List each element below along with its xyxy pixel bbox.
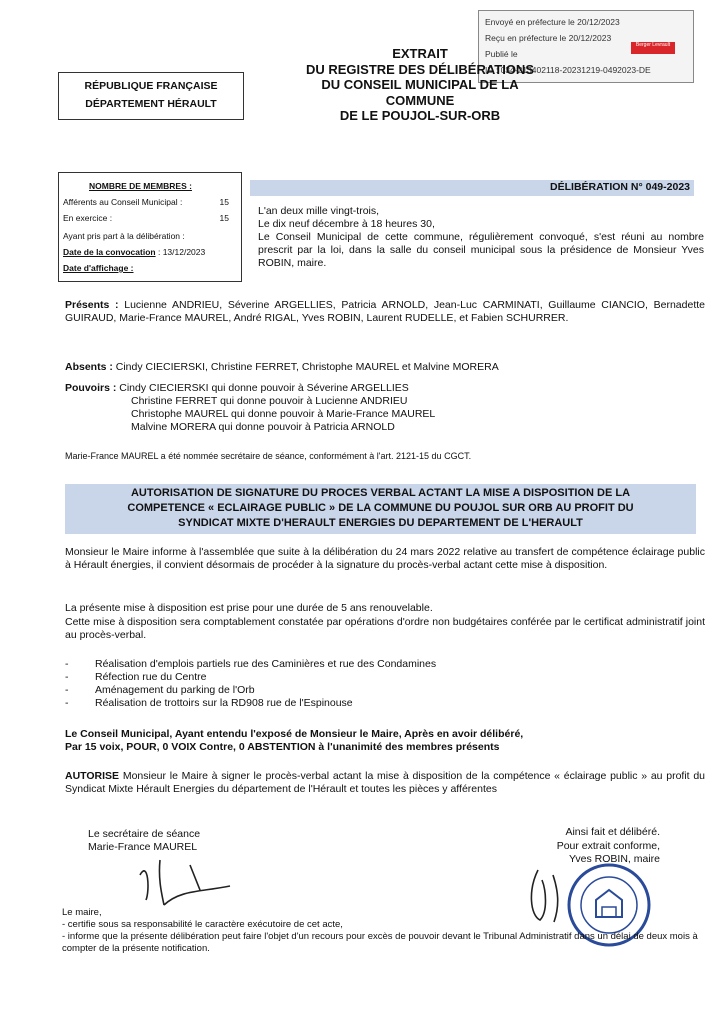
department-line: DÉPARTEMENT HÉRAULT — [85, 98, 217, 110]
vote-line-1: Le Conseil Municipal, Ayant entendu l'exposé de Monsieur le Maire, Après en avoir délibéré, — [65, 728, 524, 740]
presents-text: Lucienne ANDRIEU, Séverine ARGELLIES, Patricia ARNOLD, Jean-Luc CARMINATI, Guillaume CIANCIO, Bernadette GUIRAUD, Marie-France MAUREL, André RIGAL, Yves ROBIN, Laurent RUDELLE, et Fabien SCHURRER. — [65, 299, 706, 324]
mayor-name: Yves ROBIN, maire — [568, 853, 660, 865]
autorise-block — [65, 770, 705, 796]
autorise-text: Monsieur le Maire à signer le procès-verbal actant la mise à disposition de la compétence « éclairage public » au profit du Syndicat Mixte Hérault Energies du département de l'Hérault et toutes les pièces y afférentes — [65, 770, 705, 795]
deliberation-number: DÉLIBÉRATION N° 049-2023 — [550, 181, 690, 193]
republic-line: RÉPUBLIQUE FRANÇAISE — [84, 80, 218, 92]
subject-line: SYNDICAT MIXTE D'HERAULT ENERGIES DU DEPARTEMENT DE L'HERAULT — [178, 517, 583, 529]
members-heading: NOMBRE DE MEMBRES : — [89, 181, 192, 191]
title-line: DU CONSEIL MUNICIPAL DE LA — [321, 77, 519, 92]
works-item: - Aménagement du parking de l'Orb — [65, 684, 665, 697]
members-exercice — [63, 213, 237, 223]
subject-line: AUTORISATION DE SIGNATURE DU PROCES VERBAL ACTANT LA MISE A DISPOSITION DE LA — [130, 487, 631, 499]
intro-year: L'an deux mille vingt-trois, — [258, 205, 380, 217]
works-list — [65, 658, 665, 710]
afferents-label: Afférents au Conseil Municipal : — [63, 197, 183, 207]
members-affichage: Date d'affichage : — [63, 263, 134, 273]
absents-label: Absents : — [65, 361, 113, 373]
stamp-sent: Envoyé en préfecture le 20/12/2023 — [485, 17, 620, 27]
intro-block — [258, 205, 704, 270]
title-line: DE LE POUJOL-SUR-ORB — [339, 108, 501, 123]
secretary-note: Marie-France MAUREL a été nommée secrétaire de séance, conformément à l'art. 2121-15 du CGCT. — [65, 451, 472, 461]
deliberation-bar — [250, 180, 694, 196]
vote-block — [65, 728, 705, 754]
footer-inform: - informe que la présente délibération peut faire l'objet d'un recours pour excès de pouvoir devant le Tribunal Administratif dans un délai de deux mois à compter de la présente notification. — [62, 931, 698, 954]
intro-council: Le Conseil Municipal de cette commune, régulièrement convoqué, s'est réuni au nombre prescrit par la loi, dans la salle du conseil municipal sous la présidence de Monsieur Yves ROBIN, maire. — [258, 231, 704, 269]
works-item: - Réalisation d'emplois partiels rue des Caminières et rue des Condamines — [65, 658, 665, 671]
footer-certify: - certifie sous sa responsabilité le caractère exécutoire de cet acte, — [62, 919, 343, 930]
mayor-line-2: Pour extrait conforme, — [556, 839, 660, 852]
members-afferents — [63, 197, 237, 207]
pouvoir-item: Malvine MORERA qui donne pouvoir à Patricia ARNOLD — [131, 421, 395, 433]
convocation-label: Date de la convocation — [63, 247, 156, 257]
document-title — [270, 46, 570, 124]
absents-text: Cindy CIECIERSKI, Christine FERRET, Christophe MAUREL et Malvine MORERA — [115, 361, 499, 373]
absents-block — [65, 361, 705, 374]
pouvoir-item: Christophe MAUREL qui donne pouvoir à Marie-France MAUREL — [131, 408, 436, 420]
stamp-id: ID : 034-213402118-20231219-0492023-DE — [485, 65, 651, 75]
secretary-handwritten-signature — [120, 850, 260, 910]
body-paragraph-2: La présente mise à disposition est prise pour une durée de 5 ans renouvelable. — [65, 602, 433, 614]
members-box — [58, 172, 242, 282]
footer-mayor: Le maire, — [62, 907, 102, 918]
subject-line: COMPETENCE « ECLAIRAGE PUBLIC » DE LA COMMUNE DU POUJOL SUR ORB AU PROFIT DU — [127, 502, 634, 514]
republic-box — [58, 72, 244, 120]
works-item: - Réalisation de trottoirs sur la RD908 rue de l'Espinouse — [65, 697, 665, 710]
presents-block — [65, 299, 705, 325]
vote-line-2: Par 15 voix, POUR, 0 VOIX Contre, 0 ABSTENTION à l'unanimité des membres présents — [65, 741, 500, 753]
title-line: COMMUNE — [385, 92, 455, 108]
berger-levrault-logo: Berger Levrault — [631, 42, 675, 54]
footer-notice — [62, 907, 702, 955]
exercice-label: En exercice : — [63, 213, 113, 223]
secretary-name: Marie-France MAUREL — [88, 841, 198, 853]
members-convocation — [63, 247, 237, 257]
subject-title — [65, 484, 696, 531]
secretary-title: Le secrétaire de séance — [88, 828, 201, 840]
stamp-received: Reçu en préfecture le 20/12/2023 — [485, 33, 612, 43]
exercice-value: 15 — [219, 213, 229, 223]
members-part: Ayant pris part à la délibération : — [63, 231, 185, 241]
title-line: EXTRAIT — [392, 46, 448, 61]
pouvoir-item: Cindy CIECIERSKI qui donne pouvoir à Séverine ARGELLIES — [119, 382, 409, 394]
presents-label: Présents : — [65, 299, 119, 311]
autorise-label: AUTORISE — [65, 770, 120, 782]
afferents-value: 15 — [219, 197, 229, 207]
intro-date: Le dix neuf décembre à 18 heures 30, — [258, 218, 435, 230]
convocation-value: : 13/12/2023 — [157, 247, 206, 257]
body-paragraph-1: Monsieur le Maire informe à l'assemblée que suite à la délibération du 24 mars 2022 relative au transfert de compétence éclairage public à Hérault énergies, il convient désormais de procéder à la signature du procès-verbal actant cette mise à disposition. — [65, 546, 705, 571]
title-line: DU REGISTRE DES DÉLIBÉRATIONS — [305, 61, 534, 77]
mayor-line-1: Ainsi fait et délibéré. — [565, 826, 660, 838]
body-paragraph-3: Cette mise à disposition sera comptablement constatée par opérations d'ordre non budgétaires conférée par le certificat administratif joint au procès-verbal. — [65, 616, 705, 641]
pouvoirs-block — [65, 382, 705, 434]
works-item: - Réfection rue du Centre — [65, 671, 665, 684]
pouvoirs-label: Pouvoirs : — [65, 382, 117, 394]
subject-bar — [65, 484, 696, 534]
pouvoir-item: Christine FERRET qui donne pouvoir à Lucienne ANDRIEU — [131, 395, 408, 407]
stamp-published: Publié le — [485, 49, 518, 59]
